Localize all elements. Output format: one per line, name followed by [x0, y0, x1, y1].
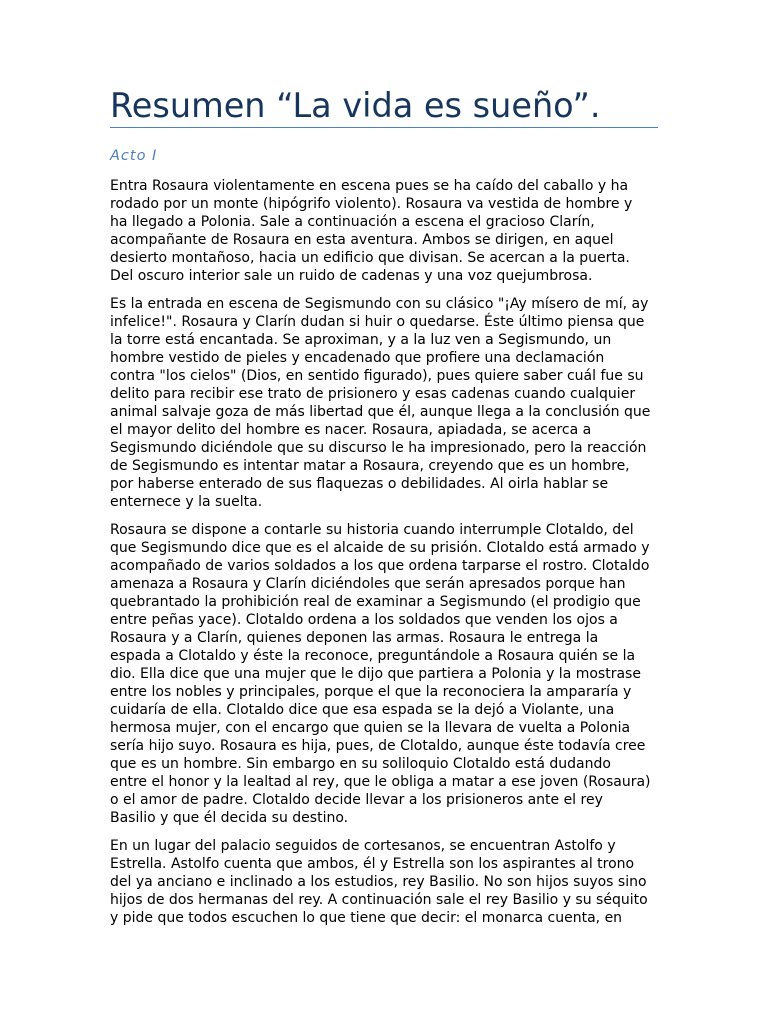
- paragraph-line: Es la entrada en escena de Segismundo con su clásico "¡Ay mísero de mí, ay: [110, 296, 649, 312]
- paragraph-line: de Segismundo es intentar matar a Rosaura, creyendo que es un hombre,: [110, 458, 630, 474]
- paragraph-line: espada a Clotaldo y éste la reconoce, preguntándole a Rosaura quién se la: [110, 648, 636, 664]
- paragraph-line: Rosaura y a Clarín, quienes deponen las armas. Rosaura le entrega la: [110, 630, 599, 646]
- paragraph-line: contra "los cielos" (Dios, en sentido figurado), pues quiere saber cuál fue su: [110, 368, 644, 384]
- paragraph-line: que Segismundo dice que es el alcaide de su prisión. Clotaldo está armado y: [110, 540, 650, 556]
- paragraph-line: Entra Rosaura violentamente en escena pues se ha caído del caballo y ha: [110, 178, 629, 194]
- paragraph-line: entre los nobles y principales, porque el que la reconociera la ampararía y: [110, 684, 632, 700]
- paragraph-line: Rosaura se dispone a contarle su historia cuando interrumple Clotaldo, del: [110, 522, 634, 538]
- paragraph-line: desierto montañoso, hacia un edificio que divisan. Se acercan a la puerta.: [110, 250, 630, 266]
- paragraph-line: cuidaría de ella. Clotaldo dice que esa espada se la dejó a Violante, una: [110, 702, 615, 718]
- document-body: [110, 177, 660, 937]
- paragraph-line: por haberse enterado de sus flaquezas o debilidades. Al oirla hablar se: [110, 476, 609, 492]
- section-subtitle: Acto I: [110, 148, 158, 164]
- paragraph-line: quebrantado la prohibición real de examinar a Segismundo (el prodigio que: [110, 594, 641, 610]
- paragraph-line: o el amor de padre. Clotaldo decide llevar a los prisioneros ante el rey: [110, 792, 603, 808]
- paragraph-line: En un lugar del palacio seguidos de cortesanos, se encuentran Astolfo y: [110, 838, 616, 854]
- paragraph-1: [110, 177, 660, 285]
- paragraph-line: Segismundo diciéndole que su discurso le ha impresionado, pero la reacción: [110, 440, 647, 456]
- paragraph-line: la torre está encantada. Se aproximan, y a la luz ven a Segismundo, un: [110, 332, 612, 348]
- paragraph-4: [110, 837, 660, 927]
- paragraph-line: el mayor delito del hombre es nacer. Rosaura, apiadada, se acerca a: [110, 422, 592, 438]
- paragraph-line: hombre vestido de pieles y encadenado que profiere una declamación: [110, 350, 605, 366]
- paragraph-line: infelice!". Rosaura y Clarín dudan si huir o quedarse. Éste último piensa que: [110, 314, 645, 330]
- paragraph-line: dio. Ella dice que una mujer que le dijo que partiera a Polonia y la mostrase: [110, 666, 641, 682]
- paragraph-line: que es un hombre. Sin embargo en su soliloquio Clotaldo está dudando: [110, 756, 611, 772]
- paragraph-line: acompañante de Rosaura en esta aventura. Ambos se dirigen, en aquel: [110, 232, 614, 248]
- paragraph-line: amenaza a Rosaura y Clarín diciéndoles que serán apresados porque han: [110, 576, 626, 592]
- paragraph-line: del ya anciano e inclinado a los estudios, rey Basilio. No son hijos suyos sino: [110, 874, 647, 890]
- paragraph-line: entre el honor y la lealtad al rey, que le obliga a matar a ese joven (Rosaura): [110, 774, 651, 790]
- paragraph-line: Basilio y que él decida su destino.: [110, 810, 349, 826]
- paragraph-line: animal salvaje goza de más libertad que él, aunque llega a la conclusión que: [110, 404, 651, 420]
- paragraph-line: hermosa mujer, con el encargo que quien se la llevara de vuelta a Polonia: [110, 720, 631, 736]
- paragraph-line: entre peñas yace). Clotaldo ordena a los soldados que venden los ojos a: [110, 612, 618, 628]
- title-underline-divider: [110, 127, 658, 128]
- paragraph-line: enternece y la suelta.: [110, 494, 263, 510]
- paragraph-line: sería hijo suyo. Rosaura es hija, pues, de Clotaldo, aunque éste todavía cree: [110, 738, 646, 754]
- paragraph-line: rodado por un monte (hipógrifo violento). Rosaura va vestida de hombre y: [110, 196, 633, 212]
- page-title: Resumen “La vida es sueño”.: [110, 86, 601, 125]
- paragraph-line: y pide que todos escuchen lo que tiene que decir: el monarca cuenta, en: [110, 910, 623, 926]
- paragraph-line: hijos de dos hermanas del rey. A continuación sale el rey Basilio y su séquito: [110, 892, 648, 908]
- paragraph-2: [110, 295, 660, 511]
- paragraph-line: ha llegado a Polonia. Sale a continuación a escena el gracioso Clarín,: [110, 214, 595, 230]
- paragraph-line: acompañado de varios soldados a los que ordena tarparse el rostro. Clotaldo: [110, 558, 650, 574]
- paragraph-3: [110, 521, 660, 827]
- paragraph-line: delito para recibir ese trato de prisionero y esas cadenas cuando cualquier: [110, 386, 636, 402]
- paragraph-line: Estrella. Astolfo cuenta que ambos, él y Estrella son los aspirantes al trono: [110, 856, 635, 872]
- paragraph-line: Del oscuro interior sale un ruido de cadenas y una voz quejumbrosa.: [110, 268, 593, 284]
